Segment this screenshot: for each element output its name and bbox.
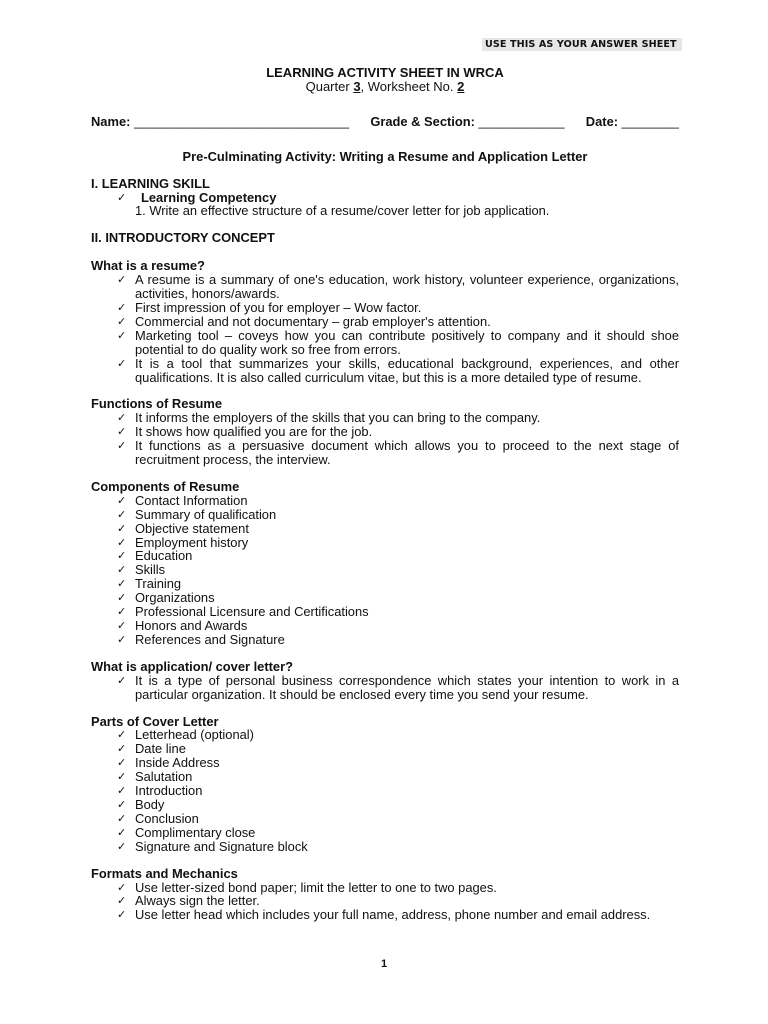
checkmark-icon: ✓	[117, 549, 127, 563]
introductory-section	[91, 231, 679, 245]
list-item	[117, 798, 679, 812]
list-item	[117, 784, 679, 798]
list-item	[117, 549, 679, 563]
list-item	[117, 439, 679, 467]
list-item	[117, 411, 679, 425]
list-item	[117, 494, 679, 508]
what-is-resume-heading: What is a resume?	[91, 258, 205, 274]
parts-section	[91, 715, 679, 854]
checkmark-icon: ✓	[117, 314, 127, 328]
checkmark-icon: ✓	[117, 300, 127, 314]
cover-letter-heading: What is application/ cover letter?	[91, 658, 293, 674]
what-is-resume-section	[91, 259, 679, 384]
list-item-text: Skills	[135, 562, 166, 578]
checkmark-icon: ✓	[117, 328, 127, 342]
list-item-text: A resume is a summary of one's education, work history, volunteer experience, organizations, activities, honors/awards.	[135, 272, 679, 302]
introductory-heading: II. INTRODUCTORY CONCEPT	[91, 230, 275, 246]
list-item	[117, 605, 679, 619]
components-list	[91, 494, 679, 647]
checkmark-icon: ✓	[117, 632, 127, 646]
date-field[interactable]: ________	[621, 113, 679, 129]
worksheet-prefix: , Worksheet No.	[360, 78, 454, 94]
list-item	[117, 273, 679, 301]
list-item-text: Education	[135, 548, 193, 564]
list-item	[117, 770, 679, 784]
grade-label: Grade & Section:	[370, 113, 475, 129]
checkmark-icon: ✓	[117, 190, 127, 204]
checkmark-icon: ✓	[117, 411, 127, 425]
list-item	[117, 728, 679, 742]
list-item	[117, 756, 679, 770]
list-item-text: Training	[135, 576, 182, 592]
list-item	[117, 563, 679, 577]
checkmark-icon: ✓	[117, 673, 127, 687]
list-item-text: It shows how qualified you are for the job.	[135, 424, 373, 440]
checkmark-icon: ✓	[117, 591, 127, 605]
list-item	[117, 522, 679, 536]
list-item-text: Summary of qualification	[135, 506, 277, 522]
checkmark-icon: ✓	[117, 742, 127, 756]
list-item	[117, 329, 679, 357]
list-item	[117, 315, 679, 329]
list-item	[117, 826, 679, 840]
list-item	[117, 425, 679, 439]
components-heading: Components of Resume	[91, 478, 240, 494]
competency-label: ✓ Learning Competency	[117, 189, 277, 205]
checkmark-icon: ✓	[117, 908, 127, 922]
list-item	[117, 894, 679, 908]
student-info-line	[91, 115, 679, 129]
components-section	[91, 480, 679, 647]
checkmark-icon: ✓	[117, 273, 127, 287]
list-item-text: First impression of you for employer – Wow factor.	[135, 299, 422, 315]
list-item	[117, 508, 679, 522]
list-item-text: Conclusion	[135, 810, 199, 826]
list-item-text: Organizations	[135, 590, 215, 606]
learning-skill-heading: I. LEARNING SKILL	[91, 175, 210, 191]
list-item-text: Inside Address	[135, 755, 220, 771]
formats-heading: Formats and Mechanics	[91, 865, 238, 881]
list-item-text: It is a type of personal business correspondence which states your intention to work in a particular organization. It should be enclosed every time you send your resume.	[135, 672, 679, 702]
parts-list	[91, 728, 679, 853]
checkmark-icon: ✓	[117, 894, 127, 908]
checkmark-icon: ✓	[117, 563, 127, 577]
list-item-text: Objective statement	[135, 520, 249, 536]
list-item-text: References and Signature	[135, 631, 285, 647]
checkmark-icon: ✓	[117, 811, 127, 825]
activity-title: Pre-Culminating Activity: Writing a Resume and Application Letter	[182, 148, 588, 164]
checkmark-icon: ✓	[117, 825, 127, 839]
checkmark-icon: ✓	[117, 728, 127, 742]
list-item-text: Always sign the letter.	[135, 893, 260, 909]
list-item	[117, 812, 679, 826]
checkmark-icon: ✓	[117, 605, 127, 619]
list-item-text: Letterhead (optional)	[135, 727, 254, 743]
list-item	[117, 742, 679, 756]
list-item	[117, 577, 679, 591]
checkmark-icon: ✓	[117, 507, 127, 521]
page-number: 1	[380, 958, 388, 970]
checkmark-icon: ✓	[117, 577, 127, 591]
list-item-text: Date line	[135, 741, 186, 757]
learning-skill-section	[91, 177, 679, 219]
date-label: Date:	[585, 113, 619, 129]
list-item-text: Employment history	[135, 534, 249, 550]
checkmark-icon: ✓	[117, 619, 127, 632]
functions-heading: Functions of Resume	[91, 396, 223, 412]
checkmark-icon: ✓	[117, 521, 127, 535]
list-item	[117, 881, 679, 895]
list-item-text: Salutation	[135, 769, 193, 785]
checkmark-icon: ✓	[117, 493, 127, 507]
list-item-text: Commercial and not documentary – grab employer's attention.	[135, 313, 491, 329]
list-item	[117, 908, 679, 922]
list-item	[117, 840, 679, 854]
worksheet-number: 2	[457, 78, 465, 94]
page-title: LEARNING ACTIVITY SHEET IN WRCA	[266, 65, 504, 80]
formats-section	[91, 867, 679, 923]
parts-heading: Parts of Cover Letter	[91, 713, 219, 729]
answer-sheet-label: USE THIS AS YOUR ANSWER SHEET	[482, 38, 682, 51]
functions-section	[91, 397, 679, 467]
list-item-text: Contact Information	[135, 492, 248, 508]
worksheet-page	[91, 66, 679, 922]
list-item-text: Use letter-sized bond paper; limit the letter to one to two pages.	[135, 879, 497, 895]
list-item-text: Body	[135, 796, 165, 812]
checkmark-icon: ✓	[117, 439, 127, 453]
checkmark-icon: ✓	[117, 880, 127, 894]
list-item-text: It is a tool that summarizes your skills, educational background, experiences, and other qualifications. It is also called curriculum vitae, but this is a more detailed type of resume.	[135, 355, 679, 385]
name-label: Name:	[91, 113, 131, 129]
cover-letter-list	[91, 674, 679, 702]
formats-list	[91, 881, 679, 923]
checkmark-icon: ✓	[117, 756, 127, 770]
list-item	[117, 357, 679, 385]
checkmark-icon: ✓	[117, 770, 127, 784]
name-field[interactable]: ______________________________	[134, 113, 350, 129]
list-item-text: Signature and Signature block	[135, 838, 308, 854]
list-item-text: Honors and Awards	[135, 618, 248, 633]
list-item	[117, 591, 679, 605]
list-item	[117, 674, 679, 702]
list-item-text: Marketing tool – coveys how you can contribute positively to company and it should shoe potential to do quality work so free from errors.	[135, 327, 679, 357]
checkmark-icon: ✓	[117, 356, 127, 370]
checkmark-icon: ✓	[117, 839, 127, 853]
what-is-resume-list	[91, 273, 679, 384]
list-item-text: Introduction	[135, 783, 203, 799]
checkmark-icon: ✓	[117, 425, 127, 439]
checkmark-icon: ✓	[117, 784, 127, 798]
checkmark-icon: ✓	[117, 535, 127, 549]
list-item-text: It informs the employers of the skills that you can bring to the company.	[135, 410, 541, 426]
list-item	[117, 301, 679, 315]
competency-item: 1. Write an effective structure of a resume/cover letter for job application.	[135, 203, 550, 219]
quarter-line	[91, 80, 679, 94]
grade-field[interactable]: ____________	[478, 113, 565, 129]
quarter-prefix: Quarter	[305, 78, 350, 94]
checkmark-icon: ✓	[117, 797, 127, 811]
list-item-text: Complimentary close	[135, 824, 256, 840]
list-item	[117, 619, 679, 633]
quarter-number: 3	[353, 78, 361, 94]
list-item	[117, 633, 679, 647]
list-item-text: Use letter head which includes your full name, address, phone number and email address.	[135, 907, 651, 923]
list-item	[117, 536, 679, 550]
list-item-text: It functions as a persuasive document which allows you to proceed to the next stage of recruitment process, the interview.	[135, 438, 679, 468]
list-item-text: Professional Licensure and Certifications	[135, 604, 369, 620]
functions-list	[91, 411, 679, 467]
cover-letter-section	[91, 660, 679, 702]
